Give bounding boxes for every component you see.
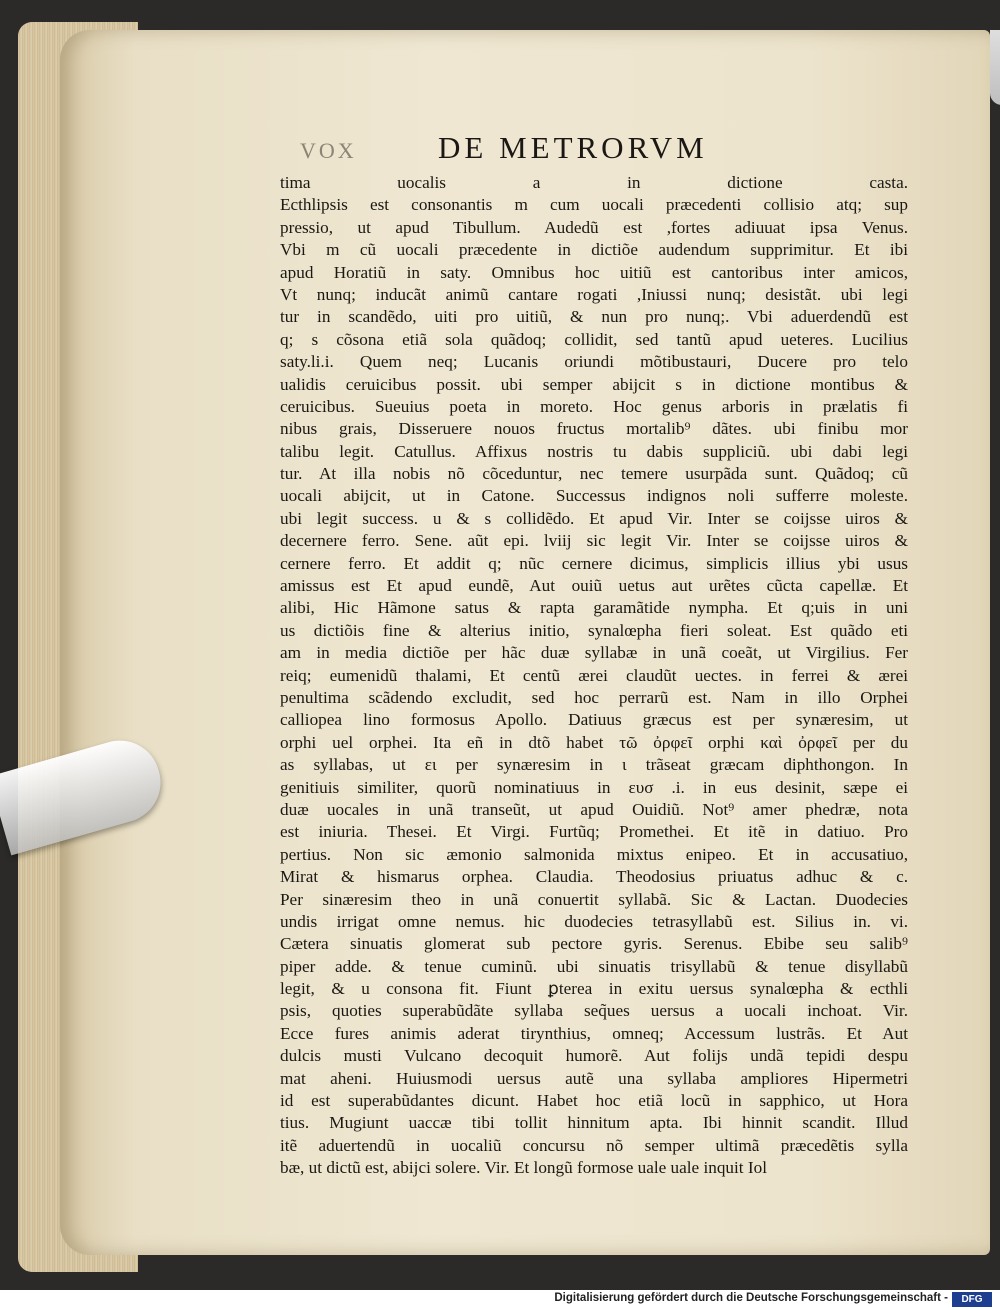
text-line: calliopea lino formosus Apollo. Datiuus græcus est per synæresim, ut bbox=[280, 710, 908, 730]
text-line: nibus grais, Disseruere nouos fructus mortalib⁹ dãtes. ubi finibu mor bbox=[280, 419, 908, 439]
text-line: tur in scandẽdo, uiti pro uitiũ, & nun pro nunq;. Vbi aduerdendũ est bbox=[280, 307, 908, 327]
running-title: DE METRORVM bbox=[438, 130, 708, 165]
text-line: ualidis ceruicibus possit. ubi semper abijcit s in dictione montibus & bbox=[280, 374, 908, 394]
text-line: saty.li.i. Quem neq; Lucanis oriundi mõtibustauri, Ducere pro telo bbox=[280, 352, 908, 372]
text-line: Cætera sinuatis glomerat sub pectore gyris. Serenus. Ebibe seu salib⁹ bbox=[280, 934, 908, 954]
text-line: reiq; eumenidũ thalami, Et centũ ærei claudũt uectes. in ferrei & ærei bbox=[280, 665, 908, 685]
text-line: pressio, ut apud Tibullum. Audedũ est ,fortes adiuuat ipsa Venus. bbox=[280, 217, 908, 237]
text-line: uocali abijcit, ut in Catone. Successus indignos noli sufferre moleste. bbox=[280, 486, 908, 506]
text-line: dulcis musti Vulcano decoquit humorẽ. Aut folijs undã tepidi despu bbox=[280, 1046, 908, 1066]
footer-bar bbox=[0, 1290, 1000, 1310]
text-line: itẽ aduertendũ in uocaliũ concursu nõ semper ultimã præcedẽtis sylla bbox=[280, 1135, 908, 1155]
text-line: bæ, ut dictũ est, abijci solere. Vir. Et longũ formose uale uale inquit Iol bbox=[280, 1158, 767, 1178]
text-line: talibu legit. Catullus. Affixus nostris tu dabis suppliciũ. ubi dabi legi bbox=[280, 441, 908, 461]
footer-credit: Digitalisierung gefördert durch die Deutsche Forschungsgemeinschaft - bbox=[554, 1292, 948, 1304]
text-line: Vt nunq; inducãt animũ cantare rogati ,Iniussi nunq; desistãt. ubi legi bbox=[280, 284, 908, 304]
text-line: decernere ferro. Sene. aũt epi. lviij sic legit Vir. Inter se coijsse uiros & bbox=[280, 531, 908, 551]
text-line: Ecthlipsis est consonantis m cum uocali præcedenti collisio atq; sup bbox=[280, 195, 908, 215]
text-line: legit, & u consona fit. Fiunt ꝑterea in exitu uersus synalœpha & ecthli bbox=[280, 979, 908, 999]
text-line: undis irrigat omne nemus. hic duodecies tetrasyllabũ est. Silius in. vi. bbox=[280, 911, 908, 931]
text-line: id est superabũdantes dicunt. Habet hoc etiã locũ in sapphico, ut Hora bbox=[280, 1091, 908, 1111]
text-line: tius. Mugiunt uaccæ tibi tollit hinnitum apta. Ibi hinnit scandit. Illud bbox=[280, 1113, 908, 1133]
text-line: alibi, Hic Hãmone satus & rapta garamãtide nympha. Et q;uis in uni bbox=[280, 598, 908, 618]
bleed-through-text: VOX bbox=[300, 138, 357, 163]
text-line: amissus est Et apud eundẽ, Aut ouiũ uetus aut urẽtes cũcta capellæ. Et bbox=[280, 576, 908, 596]
text-line: penultima scãdendo excludit, sed hoc perrarũ est. Nam in illo Orphei bbox=[280, 687, 908, 707]
text-line: am in media dictiõe per hãc duæ syllabæ in unã coeãt, ut Virgilius. Fer bbox=[280, 643, 908, 663]
text-line: Ecce fures animis aderat tirynthius, omneq; Accessum lustrãs. Et Aut bbox=[280, 1023, 908, 1043]
text-line: piper adde. & tenue cuminũ. ubi sinuatis trisyllabũ & tenue disyllabũ bbox=[280, 956, 908, 976]
text-line: Vbi m cũ uocali præcedente in dictiõe audendum supprimitur. Et ibi bbox=[280, 240, 908, 260]
text-line: tima uocalis a in dictione casta. bbox=[280, 173, 908, 192]
text-line: duæ uocales in unã transeũt, ut apud Ouidiũ. Not⁹ amer phedræ, nota bbox=[280, 799, 908, 819]
body-text bbox=[280, 172, 908, 1180]
text-line: mat aheni. Huiusmodi uersus autẽ una syllaba ampliores Hipermetri bbox=[280, 1068, 908, 1088]
text-line: as syllabas, ut ει per synæresim in ι trãseat græcam diphthongon. In bbox=[280, 755, 908, 775]
text-line: tur. At illa nobis nõ cõceduntur, nec temere usurpãda sunt. Quãdoq; cũ bbox=[280, 464, 908, 484]
text-line: pertius. Non sic æmonio salmonida mixtus enipeo. Et in accusatiuo, bbox=[280, 844, 908, 864]
text-line: ceruicibus. Sueuius poeta in moreto. Hoc genus arboris in prælatis fi bbox=[280, 396, 908, 416]
text-line: Per sinæresim theo in unã conuertit syllabã. Sic & Lactan. Duodecies bbox=[280, 889, 908, 909]
text-line: q; s cõsona etiã sola quãdoq; collidit, sed tantũ apud ueteres. Lucilius bbox=[280, 329, 908, 349]
text-line: psis, quoties superabũdãte syllaba seq̃ues uersus a uocali inchoat. Vir. bbox=[280, 1001, 908, 1021]
text-line: orphi uel orphei. Ita eñ in dtõ habet τῶ ὀρφεῖ orphi καὶ ὀρφεῖ per du bbox=[280, 732, 908, 752]
bookmark-ribbon bbox=[990, 30, 1000, 105]
text-line: apud Horatiũ in saty. Omnibus hoc uitiũ est cantoribus inter amicos, bbox=[280, 262, 908, 282]
text-line: genitiuis similiter, quorũ nominatiuus in ευσ .i. in eus desinit, sæpe ei bbox=[280, 777, 908, 797]
text-line: cernere ferro. Et addit q; nũc cernere dicimus, simplicis illius ybi usus bbox=[280, 553, 908, 573]
text-line: ubi legit success. u & s collidẽdo. Et apud Vir. Inter se coijsse uiros & bbox=[280, 508, 908, 528]
text-line: us dictiõis fine & alterius initio, synalœpha fieri soleat. Est quãdo eti bbox=[280, 620, 908, 640]
text-line: est iniuria. Thesei. Et Virgi. Furtũq; Promethei. Et itẽ in datiuo. Pro bbox=[280, 822, 908, 842]
dfg-logo: DFG bbox=[952, 1292, 992, 1307]
text-line: Mirat & hismarus orphea. Claudia. Theodosius priuatus adhuc & c. bbox=[280, 867, 908, 887]
